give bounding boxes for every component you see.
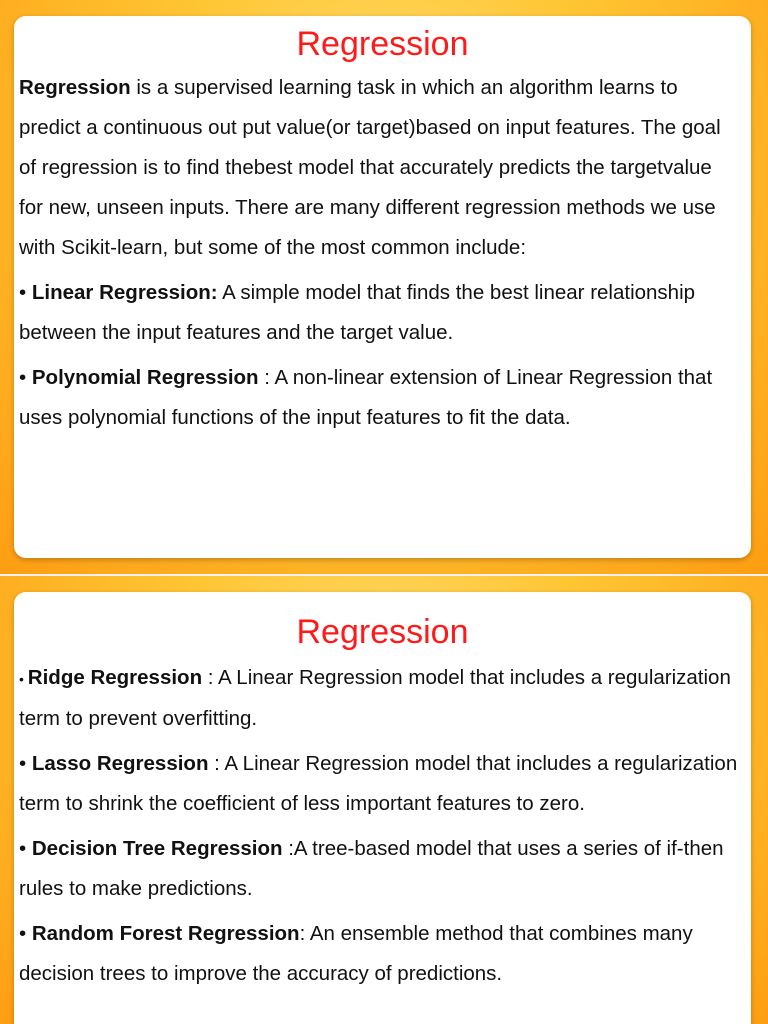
slide-2 xyxy=(0,576,768,1024)
bullet-marker: • xyxy=(19,671,28,687)
bullet-text: : A non-linear extension of Linear Regression that uses polynomial functions of the input features to fit the data. xyxy=(19,366,713,429)
bullet-term: Random Forest Regression xyxy=(31,922,300,945)
slide-2-title: Regression xyxy=(296,613,469,651)
bullet-term: Ridge Regression xyxy=(27,666,208,689)
bullet-text: : A Linear Regression model that includes a regularization term to shrink the coefficient of less important features to zero. xyxy=(19,752,738,815)
slide-1-title: Regression xyxy=(296,25,469,63)
slide-1-body xyxy=(19,68,741,443)
bullet-marker: • xyxy=(19,281,32,304)
intro-term: Regression xyxy=(19,76,131,99)
bullet-text: :A tree-based model that uses a series of if-then rules to make predictions. xyxy=(19,837,724,900)
bullet-polynomial-regression xyxy=(19,358,741,438)
bullet-marker: • xyxy=(19,366,32,389)
bullet-ridge-regression xyxy=(19,658,741,739)
bullet-marker: • xyxy=(19,922,32,945)
bullet-marker: • xyxy=(19,837,32,860)
slide-2-card xyxy=(14,592,751,1024)
intro-paragraph xyxy=(19,68,741,268)
bullet-marker: • xyxy=(19,752,32,775)
bullet-lasso-regression xyxy=(19,744,741,824)
bullet-text: A simple model that finds the best linear relationship between the input features and the target value. xyxy=(19,281,696,344)
bullet-random-forest-regression xyxy=(19,914,741,994)
bullet-term: Linear Regression: xyxy=(31,281,218,304)
slide-1-card xyxy=(14,16,751,558)
bullet-linear-regression xyxy=(19,273,741,353)
bullet-term: Lasso Regression xyxy=(31,752,215,775)
bullet-text: : An ensemble method that combines many decision trees to improve the accuracy of predictions. xyxy=(19,922,693,985)
bullet-term: Polynomial Regression xyxy=(31,366,265,389)
bullet-term: Decision Tree Regression xyxy=(31,837,289,860)
bullet-decision-tree-regression xyxy=(19,829,741,909)
intro-text: is a supervised learning task in which an algorithm learns to predict a continuous out put value(or target)based on input features. The goal of regression is to find thebest model that accurately predicts the targetvalue for new, unseen inputs. There are many different regression methods we use with Scikit-learn, but some of the most common include: xyxy=(19,76,721,259)
bullet-text: : A Linear Regression model that includes a regularization term to prevent overfitting. xyxy=(19,666,731,730)
slide-2-body xyxy=(19,658,741,999)
